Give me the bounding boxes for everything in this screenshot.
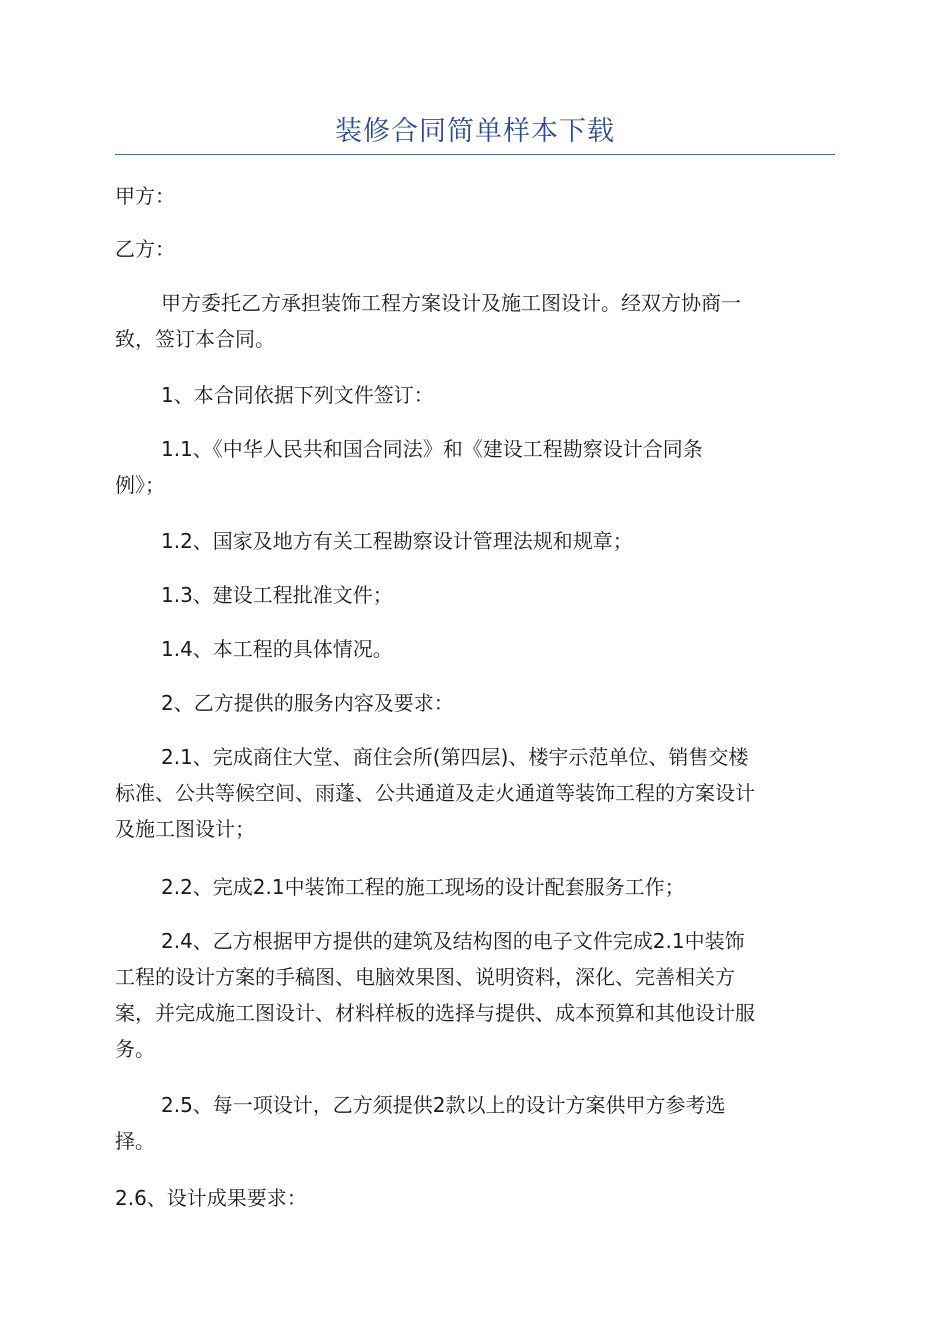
clause-1-3: 1.3、建设工程批准文件； [161, 583, 393, 607]
clause-2-4-line-4: 务。 [115, 1037, 155, 1061]
clause-2-4 [115, 923, 835, 1067]
intro-paragraph [115, 285, 835, 357]
clause-2-4-line-3: 案，并完成施工图设计、材料样板的选择与提供、成本预算和其他设计服 [115, 1001, 755, 1025]
title-underline [115, 154, 835, 155]
clause-2-5-line-1: 2.5、每一项设计，乙方须提供2款以上的设计方案供甲方参考选 [161, 1093, 726, 1117]
clause-2-1 [115, 739, 835, 847]
party-b-label: 乙方： [115, 237, 175, 261]
intro-line-2: 致，签订本合同。 [115, 327, 275, 351]
document-title: 装修合同简单样本下载 [335, 116, 615, 147]
clause-1-1-line-2: 例》； [115, 473, 165, 497]
clause-2-5 [115, 1087, 835, 1159]
intro-line-1: 甲方委托乙方承担装饰工程方案设计及施工图设计。经双方协商一 [161, 291, 741, 315]
clause-2-5-line-2: 择。 [115, 1129, 155, 1153]
clause-2-6: 2.6、设计成果要求： [115, 1186, 307, 1210]
clause-2-1-line-2: 标准、公共等候空间、雨蓬、公共通道及走火通道等装饰工程的方案设计 [115, 781, 755, 805]
clause-1-4: 1.4、本工程的具体情况。 [161, 637, 393, 661]
clause-2-2: 2.2、完成2.1中装饰工程的施工现场的设计配套服务工作； [161, 875, 685, 899]
clause-1-2: 1.2、国家及地方有关工程勘察设计管理法规和规章； [161, 529, 633, 553]
clause-1-1-line-1: 1.1、《中华人民共和国合同法》和《建设工程勘察设计合同条 [161, 437, 703, 461]
party-a-label: 甲方： [115, 184, 175, 208]
clause-1-1 [115, 431, 835, 503]
clause-2-1-line-3: 及施工图设计； [115, 817, 255, 841]
clause-2-4-line-1: 2.4、乙方根据甲方提供的建筑及结构图的电子文件完成2.1中装饰 [161, 929, 745, 953]
clause-2-4-line-2: 工程的设计方案的手稿图、电脑效果图、说明资料，深化、完善相关方 [115, 965, 735, 989]
clause-2: 2、乙方提供的服务内容及要求： [161, 691, 454, 715]
clause-2-1-line-1: 2.1、完成商住大堂、商住会所(第四层)、楼宇示范单位、销售交楼 [161, 745, 749, 769]
clause-1: 1、本合同依据下列文件签订： [161, 383, 434, 407]
